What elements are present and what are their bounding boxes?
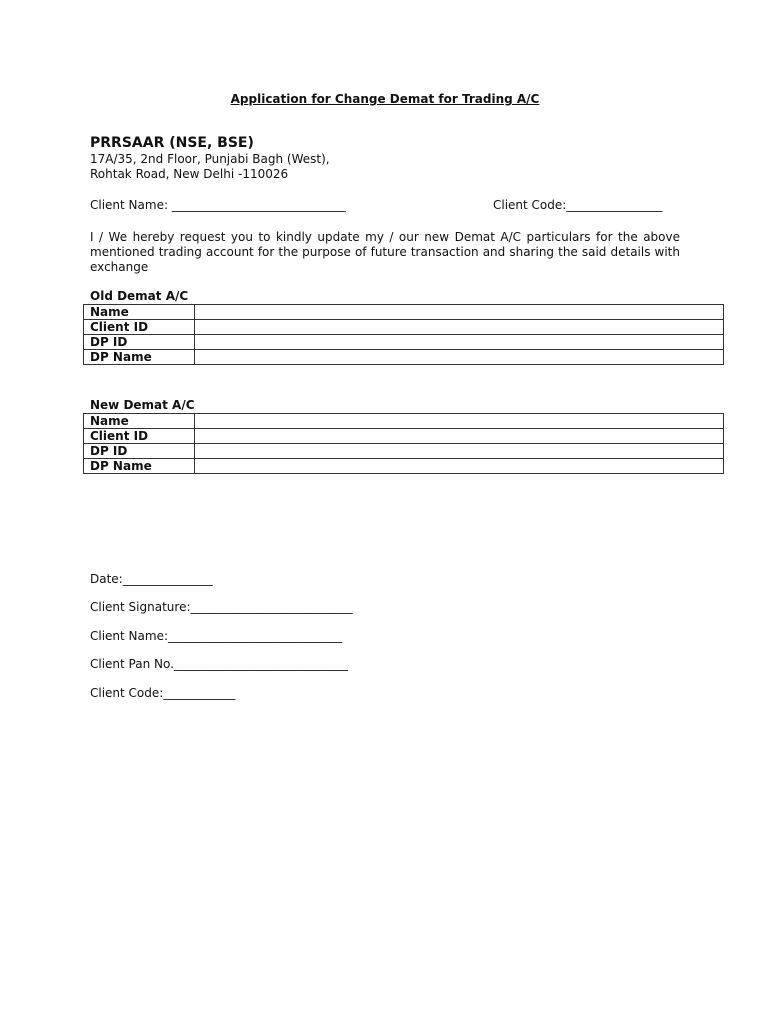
- table-row: [84, 414, 724, 429]
- new-demat-client-id-label: Client ID: [84, 429, 195, 444]
- old-demat-dp-name-label: DP Name: [84, 350, 195, 365]
- old-demat-dp-id-label: DP ID: [84, 335, 195, 350]
- new-demat-table: [83, 413, 724, 474]
- old-demat-name-input[interactable]: [195, 305, 724, 320]
- table-row: [84, 429, 724, 444]
- client-signature-field[interactable]: Client Signature:___________________________: [90, 600, 353, 614]
- table-row: [84, 320, 724, 335]
- new-demat-heading: New Demat A/C: [90, 398, 195, 412]
- page-title: Application for Change Demat for Trading A/C: [230, 92, 540, 106]
- new-demat-dp-name-label: DP Name: [84, 459, 195, 474]
- company-address-line1: 17A/35, 2nd Floor, Punjabi Bagh (West),: [90, 152, 330, 166]
- new-demat-name-input[interactable]: [195, 414, 724, 429]
- client-code-footer-field[interactable]: Client Code:____________: [90, 686, 236, 700]
- old-demat-heading: Old Demat A/C: [90, 289, 189, 303]
- old-demat-client-id-label: Client ID: [84, 320, 195, 335]
- request-paragraph: I / We hereby request you to kindly update my / our new Demat A/C particulars for the above mentioned trading account for the purpose of future transaction and sharing the said details with exchange: [90, 230, 680, 274]
- company-address-line2: Rohtak Road, New Delhi -110026: [90, 167, 289, 181]
- client-name-footer-field[interactable]: Client Name:_____________________________: [90, 629, 342, 643]
- date-field[interactable]: Date:_______________: [90, 572, 213, 586]
- old-demat-table: [83, 304, 724, 365]
- old-demat-dp-id-input[interactable]: [195, 335, 724, 350]
- old-demat-dp-name-input[interactable]: [195, 350, 724, 365]
- table-row: [84, 350, 724, 365]
- new-demat-dp-id-label: DP ID: [84, 444, 195, 459]
- company-name: PRRSAAR (NSE, BSE): [90, 135, 254, 151]
- old-demat-name-label: Name: [84, 305, 195, 320]
- table-row: [84, 459, 724, 474]
- client-pan-field[interactable]: Client Pan No._____________________________: [90, 657, 348, 671]
- table-row: [84, 444, 724, 459]
- new-demat-client-id-input[interactable]: [195, 429, 724, 444]
- table-row: [84, 335, 724, 350]
- table-row: [84, 305, 724, 320]
- new-demat-dp-id-input[interactable]: [195, 444, 724, 459]
- new-demat-dp-name-input[interactable]: [195, 459, 724, 474]
- old-demat-client-id-input[interactable]: [195, 320, 724, 335]
- new-demat-name-label: Name: [84, 414, 195, 429]
- client-code-field[interactable]: Client Code:________________: [493, 198, 663, 212]
- client-name-field[interactable]: Client Name: _____________________________: [90, 198, 346, 212]
